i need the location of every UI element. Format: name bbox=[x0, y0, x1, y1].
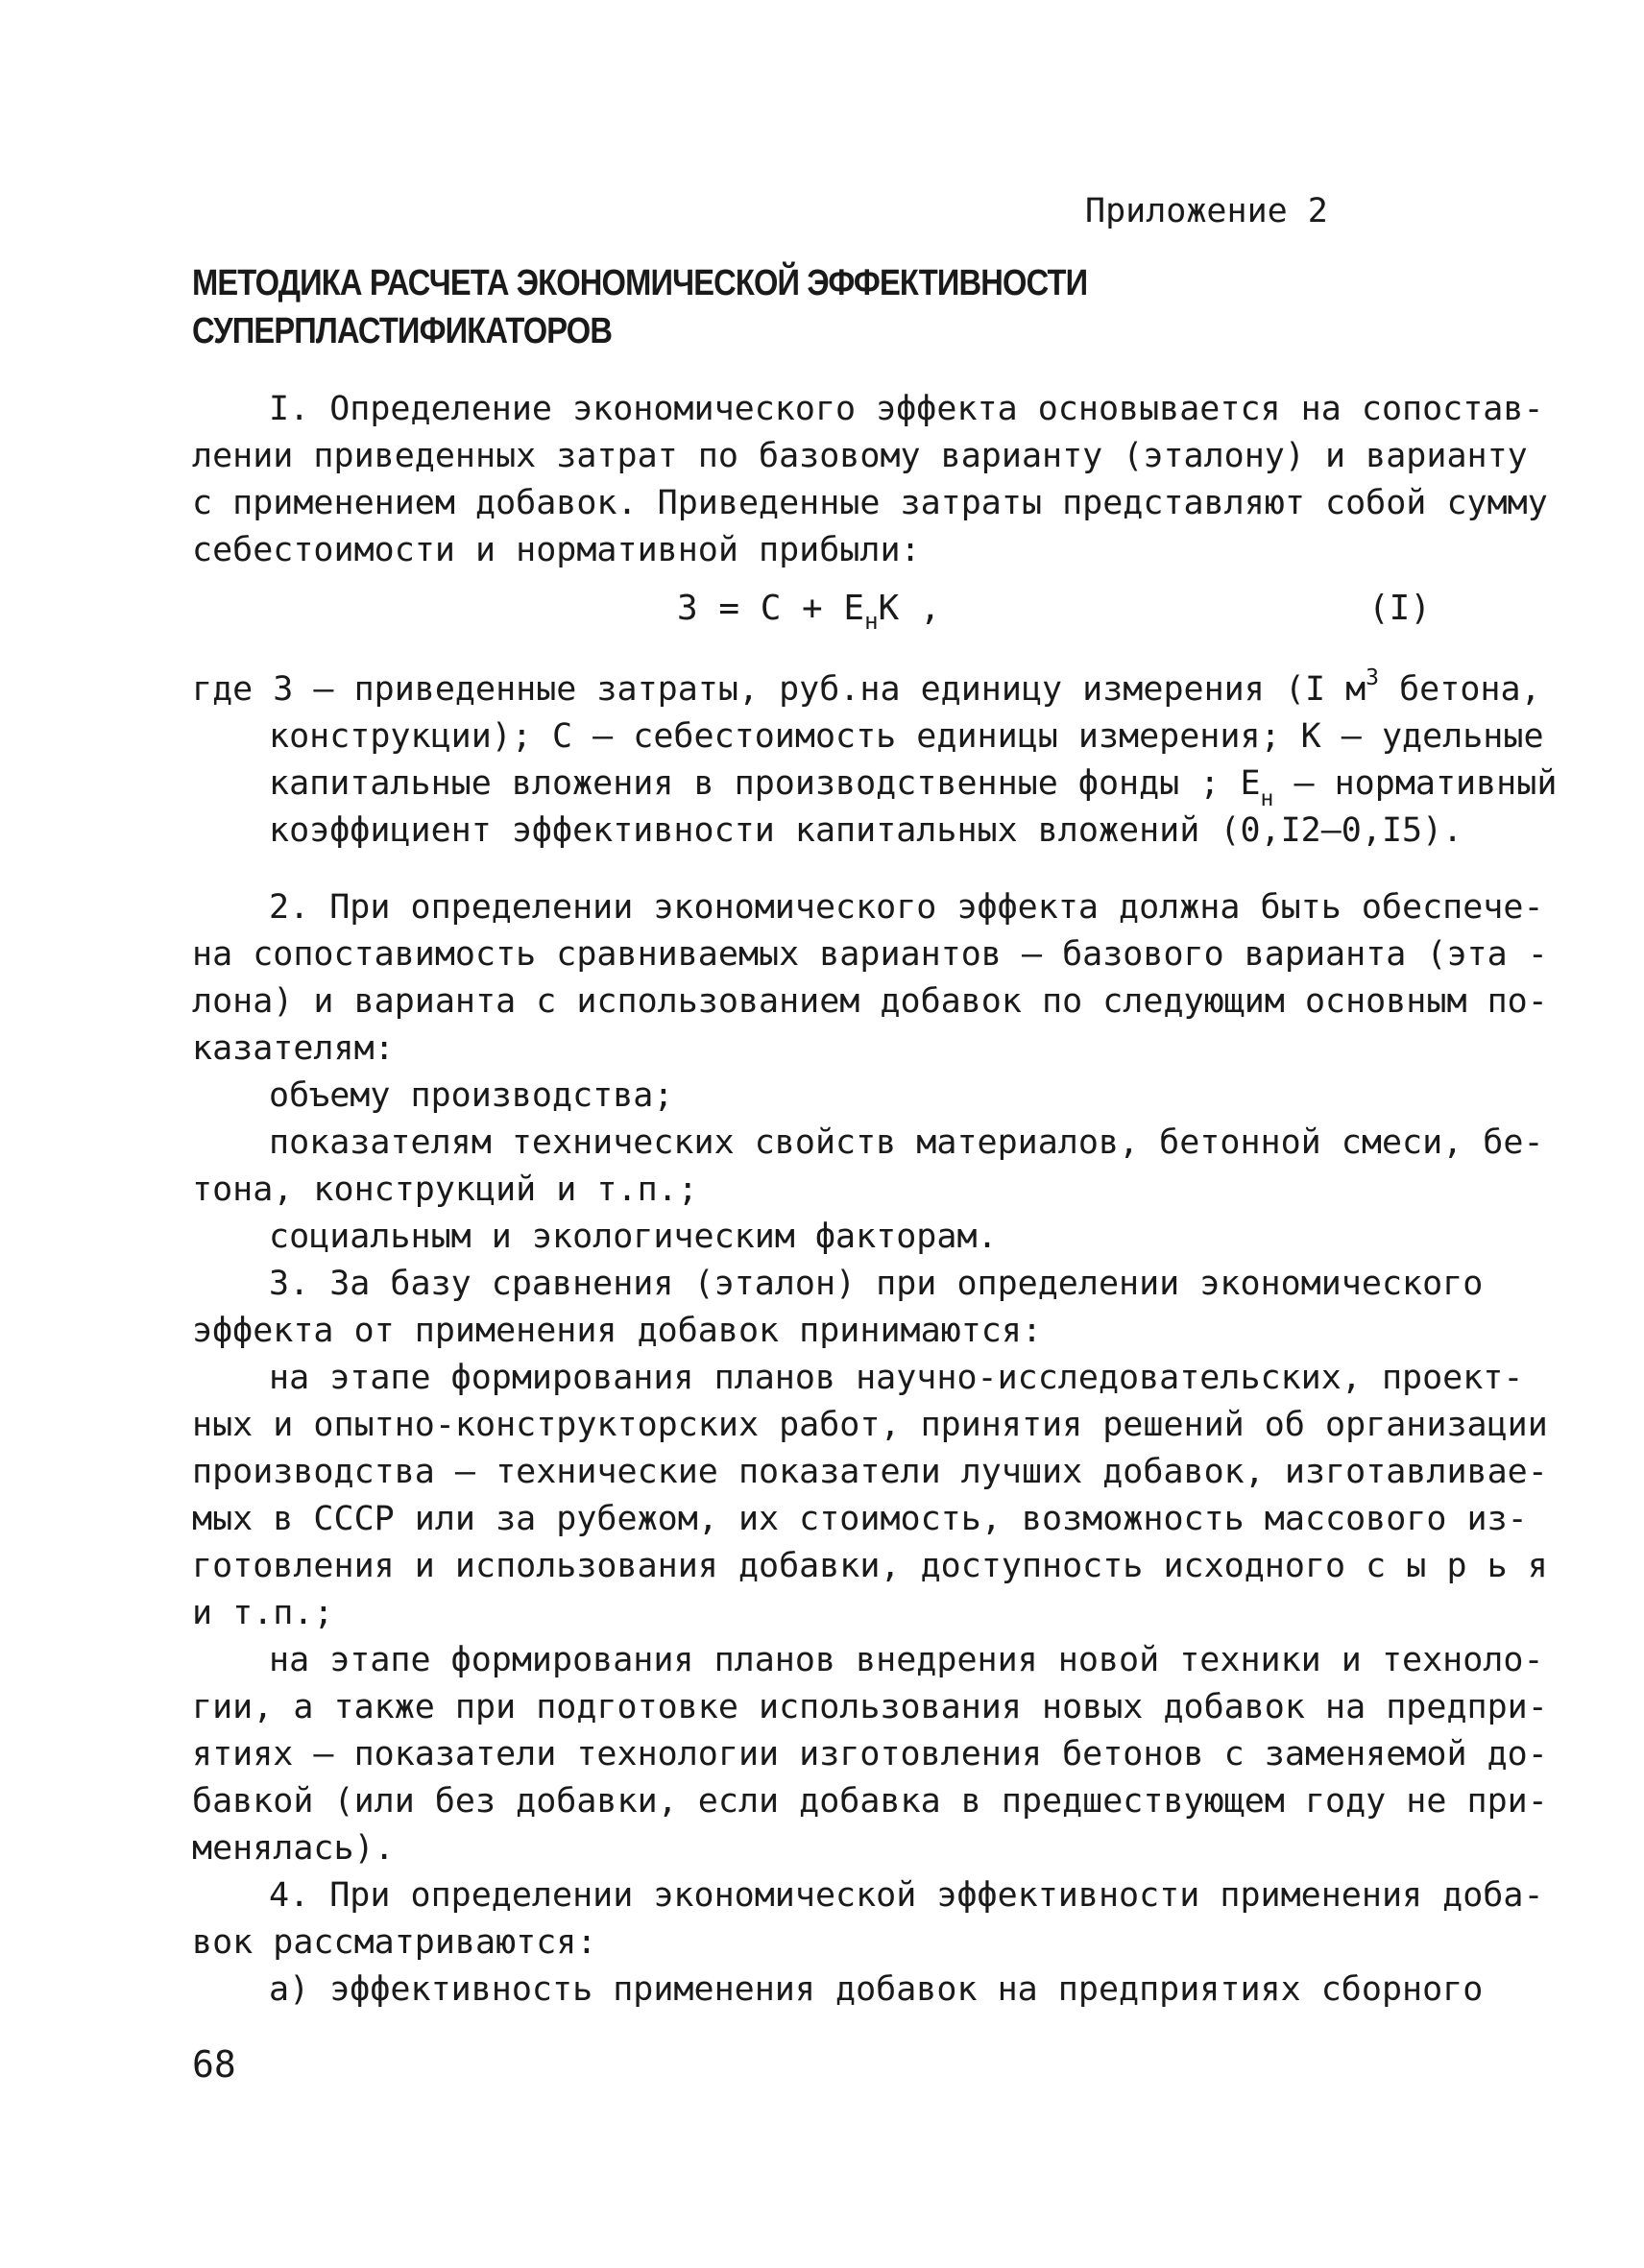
p2-line-3: лона) и варианта с использованием добавок по следующим основным по- bbox=[192, 982, 1548, 1021]
p1-line-2: лении приведенных затрат по базовому варианту (эталону) и варианту bbox=[192, 437, 1528, 475]
p2-line-2: на сопоставимость сравниваемых вариантов – базового варианта (эта - bbox=[192, 935, 1548, 974]
p3-line-1: 3. За базу сравнения (эталон) при определении экономического bbox=[269, 1265, 1484, 1303]
p1-line-3: с применением добавок. Приведенные затраты представляют собой сумму bbox=[192, 484, 1548, 522]
where-line-2: конструкции); С – себестоимость единицы измерения; К – удельные bbox=[269, 717, 1544, 756]
where-line-3: капитальные вложения в производственные фонды ; $Е_н$ – нормативный bbox=[269, 764, 1558, 811]
where-line-1: где З – приведенные затраты, руб.на единицу измерения (I $м^3$ бетона, bbox=[192, 665, 1541, 709]
p4-line-2: вок рассматриваются: bbox=[192, 1923, 597, 1962]
p3-line-2: эффекта от применения добавок принимаются: bbox=[192, 1312, 1043, 1350]
p1-line-1: I. Определение экономического эффекта основывается на сопостав- bbox=[269, 390, 1544, 428]
p3b-line-3: ятиях – показатели технологии изготовления бетонов с заменяемой до- bbox=[192, 1735, 1548, 1773]
formula-subscript: н bbox=[864, 608, 879, 635]
p3a-line-2: ных и опытно-конструкторских работ, принятия решений об организации bbox=[192, 1406, 1548, 1444]
p3b-line-2: гии, а также при подготовке использования новых добавок на предпри- bbox=[192, 1688, 1548, 1726]
p3a-line-1: на этапе формирования планов научно-исследовательских, проект- bbox=[269, 1359, 1524, 1397]
appendix-label: Приложение 2 bbox=[1085, 192, 1328, 230]
p3b-line-4: бавкой (или без добавки, если добавка в предшествующем году не при- bbox=[192, 1782, 1548, 1821]
p3b-line-1: на этапе формирования планов внедрения новой техники и техноло- bbox=[269, 1641, 1544, 1679]
p4-line-1: 4. При определении экономической эффективности применения доба- bbox=[269, 1876, 1544, 1915]
formula bbox=[677, 588, 941, 642]
p2-line-4: казателям: bbox=[192, 1029, 395, 1068]
p4-line-3: а) эффективность применения добавок на предприятиях сборного bbox=[269, 1970, 1484, 2009]
p2-item-3: социальным и экологическим факторам. bbox=[269, 1218, 998, 1256]
p1-line-4: себестоимости и нормативной прибыли: bbox=[192, 531, 921, 569]
page-number: 68 bbox=[192, 2043, 236, 2086]
p3a-line-6: и т.п.; bbox=[192, 1594, 334, 1632]
document-title-line-1: МЕТОДИКА РАСЧЕТА ЭКОНОМИЧЕСКОЙ ЭФФЕКТИВНОСТИ bbox=[192, 263, 1088, 303]
p2-line-1: 2. При определении экономического эффекта должна быть обеспече- bbox=[269, 888, 1544, 927]
formula-number: (I) bbox=[1368, 589, 1432, 628]
p2-item-1: объему производства; bbox=[269, 1076, 674, 1115]
formula-lhs: З = С + Е bbox=[677, 589, 865, 628]
p3a-line-3: производства – технические показатели лучших добавок, изготавливае- bbox=[192, 1453, 1548, 1491]
document-title-line-2: СУПЕРПЛАСТИФИКАТОРОВ bbox=[192, 311, 613, 351]
where-line-4: коэффициент эффективности капитальных вложений (0,I2–0,I5). bbox=[269, 811, 1463, 850]
p2-item-2-line-2: тона, конструкций и т.п.; bbox=[192, 1170, 698, 1209]
formula-rhs: К , bbox=[878, 589, 941, 628]
p3b-line-5: менялась). bbox=[192, 1829, 395, 1868]
p2-item-2-line-1: показателям технических свойств материалов, бетонной смеси, бе- bbox=[269, 1123, 1544, 1162]
p3a-line-5: готовления и использования добавки, доступность исходного с ы р ь я bbox=[192, 1547, 1548, 1585]
p3a-line-4: мых в СССР или за рубежом, их стоимость, возможность массового из- bbox=[192, 1500, 1528, 1538]
